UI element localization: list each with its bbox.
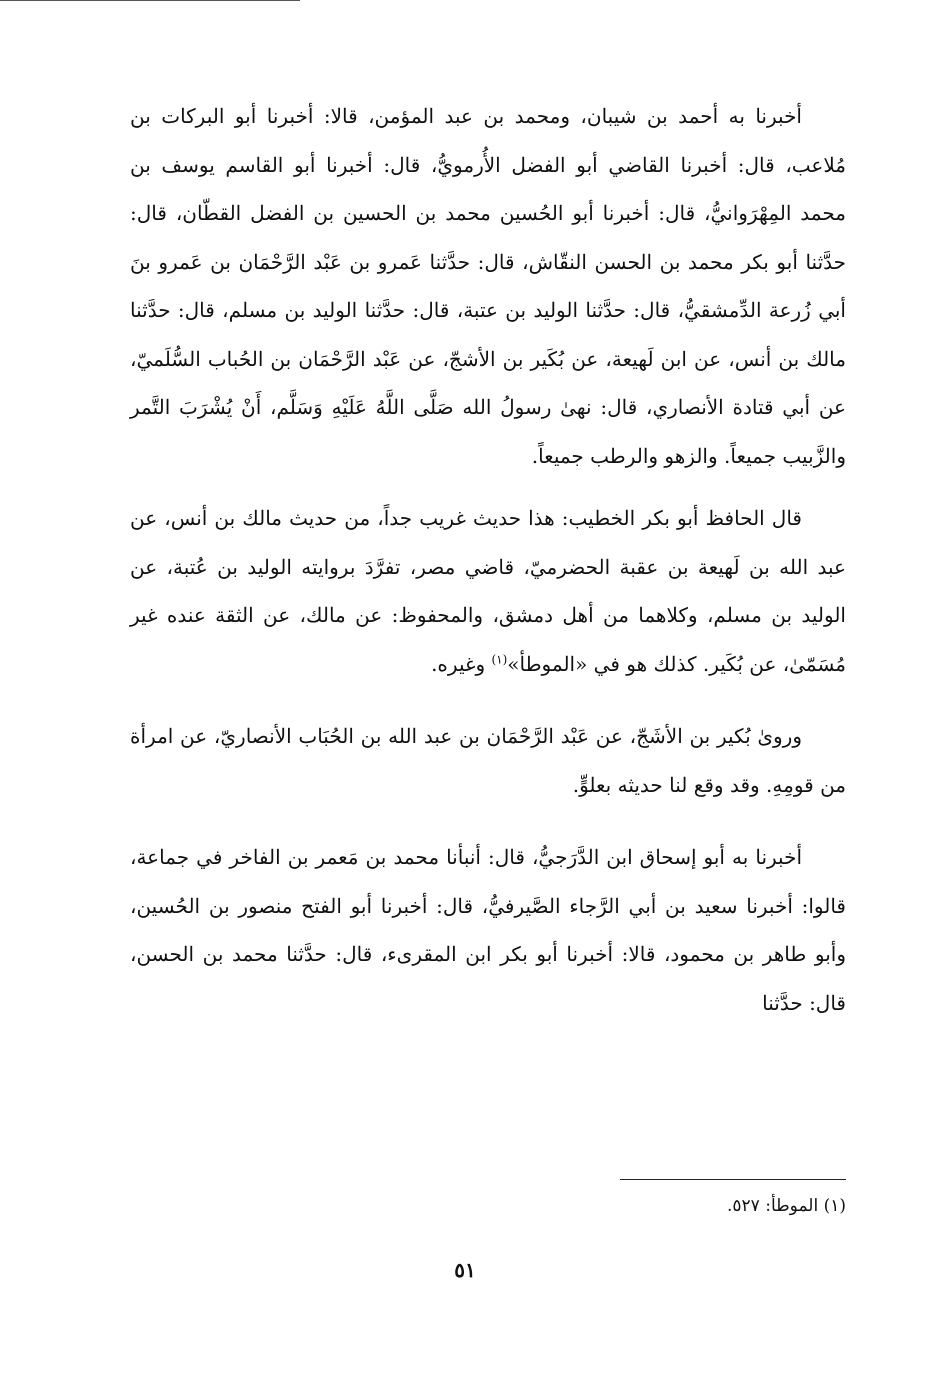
paragraph-isnad-1: أخبرنا به أحمد بن شيبان، ومحمد بن عبد المؤمن، قالا: أخبرنا أبو البركات بن مُلاعب، قال: أخبرنا القاضي أبو الفضل الأُرمويُّ، قال: أخبرنا أبو القاسم يوسف بن محمد المِهْرَوانيُّ، قال: أخبرنا أبو الحُسين محمد بن الحسين بن الفضل القطّان، قال: حدَّثنا أبو بكر محمد بن الحسن النقّاش، قال: حدَّثنا عَمرو بن عَبْد الرَّحْمَان بن عَمرو بنَ أبي زُرعة الدِّمشقيُّ، قال: حدَّثنا الوليد بن عتبة، قال: حدَّثنا الوليد بن مسلم، قال: حدَّثنا مالك بن أنس، عن ابن لَهيعة، عن بُكَير بن الأشجّ، عن عَبْد الرَّحْمَان بن الحُباب السُّلَميّ، عن أبي قتادة الأنصاري، قال: نهىٰ رسولُ الله صَلَّى اللَّهُ عَلَيْهِ وَسَلَّم، أَنْ يُشْرَبَ التَّمر والزَّبيب جميعاً. والزهو والرطب جميعاً. bbox=[130, 104, 846, 468]
paragraph-khatib-comment bbox=[130, 494, 846, 688]
footnote: (١) الموطأ: ٥٢٧. bbox=[727, 1196, 846, 1216]
muwatta-reference-tail: وغيره. bbox=[431, 651, 492, 676]
paragraph-khatib-text: قال الحافظ أبو بكر الخطيب: هذا حديث غريب جداً، من حديث مالك بن أنس، عن عبد الله بن لَهيعة بن عقبة الحضرميّ، قاضي مصر، تفرَّدَ بروايته الوليد بن عُتبة، عن الوليد بن مسلم، وكلاهما من أهل دمشق، والمحفوظ: عن مالك، عن الثقة عنده غير مُسَمّىٰ، عن بُكَير. bbox=[130, 506, 846, 676]
paragraph-isnad-2: أخبرنا به أبو إسحاق ابن الدَّرَجيُّ، قال: أنبأنا محمد بن مَعمر بن الفاخر في جماعة، قالوا: أخبرنا سعيد بن أبي الرَّجاء الصَّيرفيُّ، قال: أخبرنا أبو الفتح منصور بن الحُسين، وأبو طاهر بن محمود، قالا: أخبرنا أبو بكر ابن المقرىء، قال: حدَّثنا محمد بن الحسن، قال: حدَّثنا bbox=[130, 845, 846, 1015]
footnote-separator bbox=[620, 1179, 846, 1180]
muwatta-reference-text: كذلك هو في «الموطأ» bbox=[507, 651, 697, 676]
paragraph-bukayr-narration: وروىٰ بُكير بن الأشَجّ، عن عَبْد الرَّحْمَان بن عبد الله بن الحُبَاب الأنصاريّ، عن امرأة من قومِهِ. وقد وقع لنا حديثه بعلوٍّ. bbox=[130, 724, 846, 797]
top-edge-rule bbox=[0, 0, 300, 1]
footnote-marker: (١) bbox=[491, 651, 508, 666]
page-number: ٥١ bbox=[454, 1258, 476, 1282]
page-body bbox=[130, 92, 846, 1027]
